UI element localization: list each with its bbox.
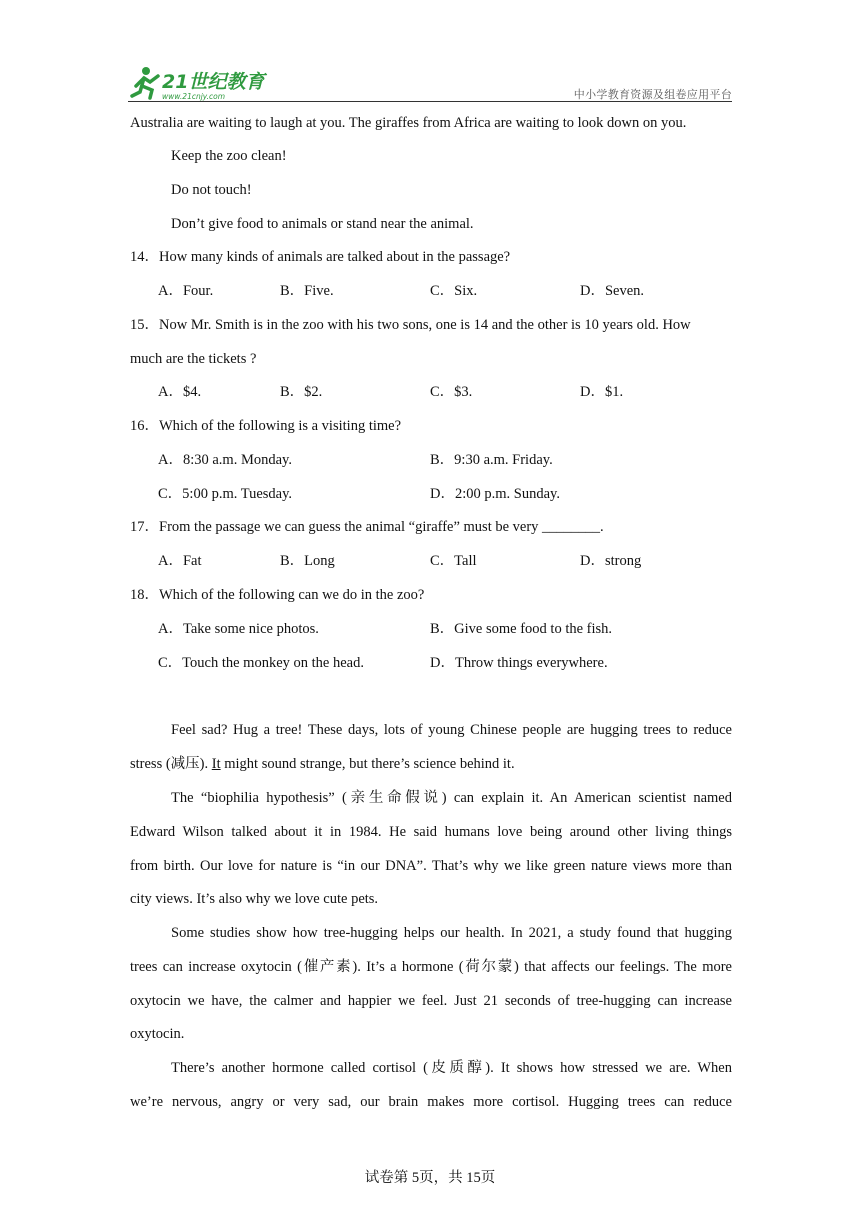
option-a: A．$4.: [158, 384, 202, 400]
option-c: C．5:00 p.m. Tuesday.: [158, 486, 293, 502]
paragraph-line: we’re nervous, angry or very sad, our brain makes more cortisol. Hugging trees can reduce: [130, 1094, 732, 1110]
zoo-rule: Don’t give food to animals or stand near the animal.: [171, 216, 474, 232]
paragraph-line: city views. It’s also why we love cute pets.: [130, 891, 379, 907]
question-15-cont: much are the tickets ?: [130, 351, 257, 367]
option-a: A．Take some nice photos.: [158, 621, 319, 637]
underlined-it: It: [211, 756, 221, 772]
passage-line: Australia are waiting to laugh at you. The giraffes from Africa are waiting to look down on you.: [130, 115, 687, 131]
page-header: [128, 62, 732, 104]
option-d: D．$1.: [580, 384, 624, 400]
logo-text: 21世纪教育: [162, 71, 265, 93]
option-d: D．2:00 p.m. Sunday.: [430, 486, 560, 502]
paragraph-line: oxytocin we have, the calmer and happier we feel. Just 21 seconds of tree-hugging can increase: [130, 993, 732, 1009]
paragraph-line: Edward Wilson talked about it in 1984. He said humans love being around other living things: [130, 824, 732, 840]
paragraph-line: There’s another hormone called cortisol (皮质醇). It shows how stressed we are. When: [171, 1060, 732, 1076]
zoo-rule: Do not touch!: [171, 182, 252, 198]
paragraph-line: The “biophilia hypothesis” (亲生命假说) can explain it. An American scientist named: [171, 790, 732, 806]
zoo-rule: Keep the zoo clean!: [171, 148, 287, 164]
paragraph-line: Feel sad? Hug a tree! These days, lots of young Chinese people are hugging trees to reduce: [171, 722, 732, 738]
option-a: A．Fat: [158, 553, 202, 569]
paragraph-line: from birth. Our love for nature is “in our DNA”. That’s why we like green nature views more than: [130, 858, 732, 874]
paragraph-line: oxytocin.: [130, 1026, 185, 1042]
option-a: A．8:30 a.m. Monday.: [158, 452, 292, 468]
paragraph-line: Some studies show how tree-hugging helps our health. In 2021, a study found that hugging: [171, 925, 732, 941]
option-b: B．$2.: [280, 384, 323, 400]
option-d: D．Seven.: [580, 283, 645, 299]
option-c: C．Six.: [430, 283, 478, 299]
option-b: B．Five.: [280, 283, 334, 299]
option-d: D．Throw things everywhere.: [430, 655, 608, 671]
option-b: B．Long: [280, 553, 335, 569]
question-17: 17．From the passage we can guess the animal “giraffe” must be very ________.: [130, 519, 604, 535]
platform-name: 中小学教育资源及组卷应用平台: [573, 88, 732, 101]
option-c: C．$3.: [430, 384, 473, 400]
header-divider: [128, 101, 732, 102]
option-b: B．Give some food to the fish.: [430, 621, 613, 637]
option-b: B．9:30 a.m. Friday.: [430, 452, 553, 468]
question-15: 15．Now Mr. Smith is in the zoo with his two sons, one is 14 and the other is 10 years old. How: [130, 317, 691, 333]
option-d: D．strong: [580, 553, 642, 569]
question-16: 16．Which of the following is a visiting time?: [130, 418, 402, 434]
paragraph-line: stress (减压). It might sound strange, but there’s science behind it.: [130, 756, 515, 772]
logo-subtext: www.21cnjy.com: [162, 92, 226, 101]
page-number: 试卷第 5页，共 15页: [364, 1170, 496, 1186]
question-14: 14．How many kinds of animals are talked about in the passage?: [130, 249, 511, 265]
option-c: C．Touch the monkey on the head.: [158, 655, 364, 671]
question-18: 18．Which of the following can we do in the zoo?: [130, 587, 425, 603]
logo: [128, 62, 268, 102]
paragraph-line: trees can increase oxytocin (催产素). It’s a hormone (荷尔蒙) that affects our feelings. The more: [130, 959, 732, 975]
running-man-icon: [132, 67, 158, 98]
option-c: C．Tall: [430, 553, 477, 569]
option-a: A．Four.: [158, 283, 214, 299]
